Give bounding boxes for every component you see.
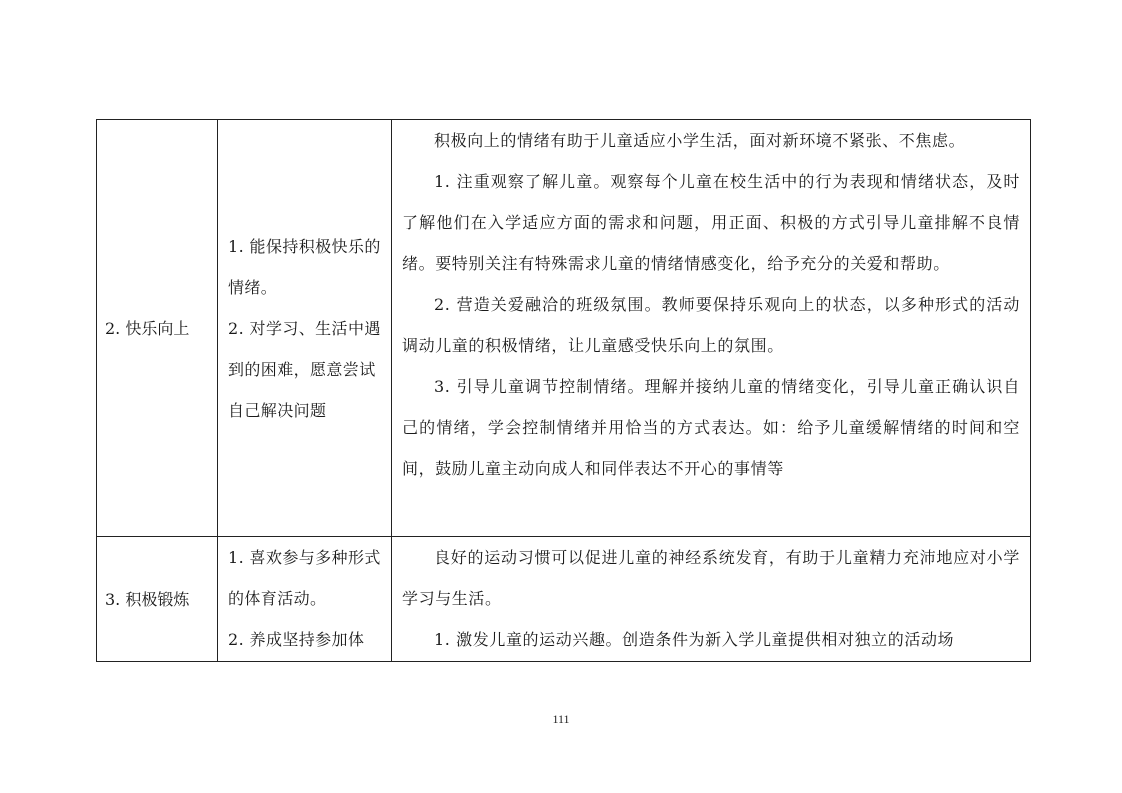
area-label: 3. 积极锻炼 bbox=[105, 589, 190, 609]
guidance-paragraph: 积极向上的情绪有助于儿童适应小学生活，面对新环境不紧张、不焦虑。 bbox=[434, 131, 966, 150]
goals-cell bbox=[218, 537, 392, 662]
guidance-paragraph: 1. 激发儿童的运动兴趣。创造条件为新入学儿童提供相对独立的活动场 bbox=[434, 630, 955, 649]
guidance-paragraph: 3. 引导儿童调节控制情绪。理解并接纳儿童的情绪变化，引导儿童正确认识自己的情绪，学会控制情绪并用恰当的方式表达。如：给予儿童缓解情绪的时间和空间，鼓励儿童主动向成人和同伴表达不开心的事情等 bbox=[402, 377, 1020, 478]
guidance-paragraph: 2. 营造关爱融洽的班级氛围。教师要保持乐观向上的状态，以多种形式的活动调动儿童的积极情绪，让儿童感受快乐向上的氛围。 bbox=[402, 295, 1020, 355]
guidance-paragraph: 1. 注重观察了解儿童。观察每个儿童在校生活中的行为表现和情绪状态，及时了解他们在入学适应方面的需求和问题，用正面、积极的方式引导儿童排解不良情绪。要特别关注有特殊需求儿童的情绪情感变化，给予充分的关爱和帮助。 bbox=[402, 172, 1020, 273]
guidance-table bbox=[96, 119, 1031, 662]
table-row bbox=[97, 537, 1031, 662]
goal-item: 1. 喜欢参与多种形式的体育活动。 bbox=[228, 548, 381, 608]
table-row bbox=[97, 120, 1031, 537]
area-cell bbox=[97, 537, 218, 662]
guidance-cell bbox=[392, 120, 1031, 537]
goal-item: 1. 能保持积极快乐的情绪。 bbox=[228, 236, 381, 297]
guidance-paragraph: 良好的运动习惯可以促进儿童的神经系统发育，有助于儿童精力充沛地应对小学学习与生活。 bbox=[402, 548, 1020, 608]
area-cell bbox=[97, 120, 218, 537]
page-number: 111 bbox=[552, 712, 570, 726]
goals-cell bbox=[218, 120, 392, 537]
goal-item: 2. 养成坚持参加体 bbox=[228, 630, 365, 649]
area-label: 2. 快乐向上 bbox=[105, 318, 190, 338]
goal-item: 2. 对学习、生活中遇到的困难，愿意尝试自己解决问题 bbox=[228, 318, 381, 420]
guidance-cell bbox=[392, 537, 1031, 662]
